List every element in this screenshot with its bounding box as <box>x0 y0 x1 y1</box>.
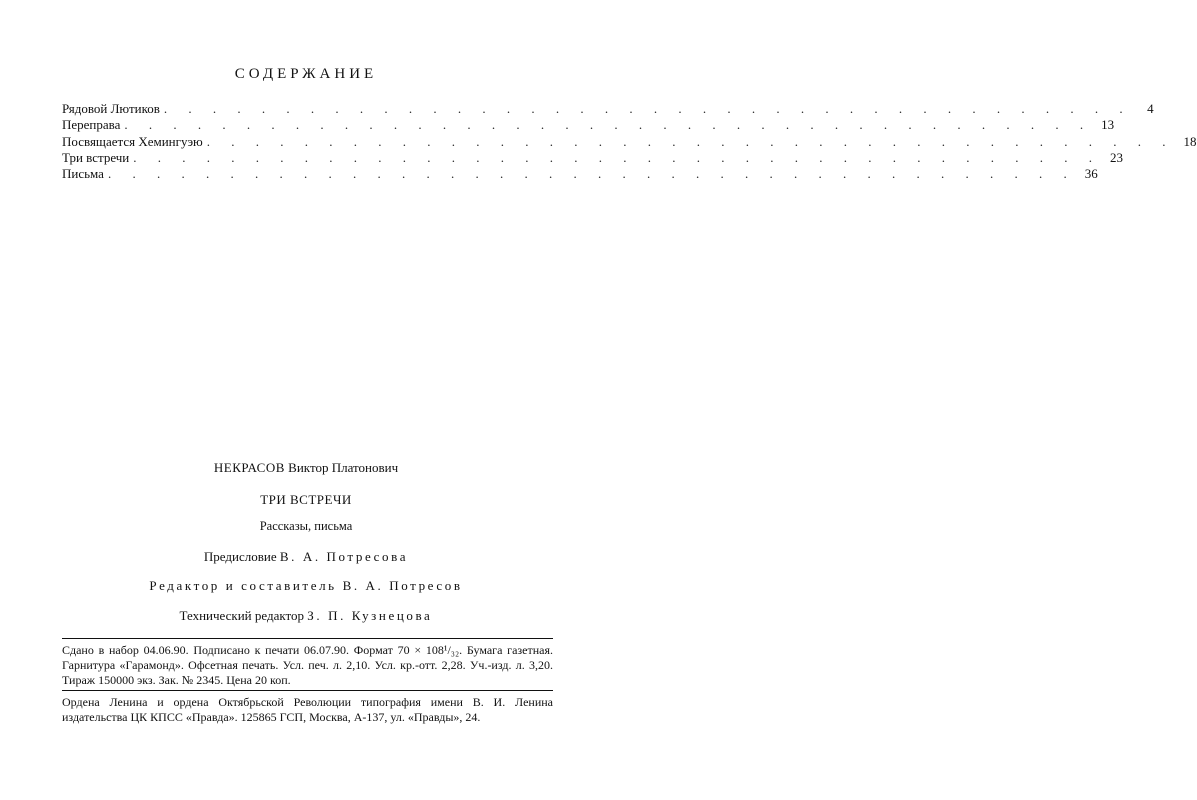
toc-entry-title: Письма <box>62 166 104 182</box>
author-line <box>0 460 612 476</box>
preface-label: Предисловие <box>203 549 277 564</box>
divider-rule <box>62 690 553 691</box>
toc-entry <box>62 166 1098 182</box>
toc-leader-dots: . . . . . . . . . . . . . . . . . . . . . . . . . . . . . . . . . . . . . . . . <box>124 117 1093 133</box>
toc-entry <box>62 101 1154 117</box>
toc-entry-page: 23 <box>1110 149 1124 165</box>
toc-entry-title: Посвящается Хемингуэю <box>62 133 203 149</box>
table-of-contents <box>62 101 1197 182</box>
toc-leader-dots: . . . . . . . . . . . . . . . . . . . . . . . . . . . . . . . . . . . . . . . . <box>206 133 1175 149</box>
editor-credit <box>0 578 612 594</box>
toc-entry-title: Переправа <box>62 117 121 133</box>
book-genre: Рассказы, письма <box>259 519 353 533</box>
preface-author: В. А. Потресова <box>279 549 409 564</box>
toc-entry <box>62 133 1197 150</box>
tech-editor-credit <box>0 608 612 624</box>
author-name: Виктор Платонович <box>288 460 399 475</box>
tech-editor-label: Технический редактор <box>179 608 305 623</box>
author-surname: НЕКРАСОВ <box>213 460 285 475</box>
toc-entry <box>62 117 1115 133</box>
printer-info: Ордена Ленина и ордена Октябрьской Революции типография имени В. И. Ленина издательства ЦК КПСС «Правда». 125865 ГСП, Москва, А-137, ул. «Правды», 24. <box>62 695 553 724</box>
toc-leader-dots: . . . . . . . . . . . . . . . . . . . . . . . . . . . . . . . . . . . . . . . . <box>107 166 1076 182</box>
tech-editor-name: З. П. Кузнецова <box>307 608 433 623</box>
toc-leader-dots: . . . . . . . . . . . . . . . . . . . . . . . . . . . . . . . . . . . . . . . . <box>163 101 1132 116</box>
editor-label: Редактор и составитель <box>149 578 337 593</box>
print-details: Сдано в набор 04.06.90. Подписано к печати 06.07.90. Формат 70 × 108¹/₃₂. Бумага газетная. Гарнитура «Гарамонд». Офсетная печать. Усл. печ. л. 2,10. Усл. кр.-отт. 2,28. Уч.-изд. л. 3,20. Тираж 150000 экз. Зак. № 2345. Цена 20 коп. <box>62 643 553 687</box>
divider-rule <box>62 638 553 639</box>
toc-entry-page: 13 <box>1101 117 1115 133</box>
toc-entry-title: Три встречи <box>62 149 130 165</box>
book-title: ТРИ ВСТРЕЧИ <box>260 492 352 507</box>
toc-entry-page: 18 <box>1183 133 1197 149</box>
contents-heading: СОДЕРЖАНИЕ <box>234 66 378 82</box>
toc-entry-page: 36 <box>1084 166 1098 182</box>
toc-entry <box>62 149 1124 166</box>
toc-entry-page: 4 <box>1147 101 1154 116</box>
editor-name: В. А. Потресов <box>342 578 463 593</box>
toc-entry-title: Рядовой Лютиков <box>62 101 160 116</box>
preface-credit <box>0 549 612 565</box>
toc-leader-dots: . . . . . . . . . . . . . . . . . . . . . . . . . . . . . . . . . . . . . . . . <box>133 149 1102 165</box>
